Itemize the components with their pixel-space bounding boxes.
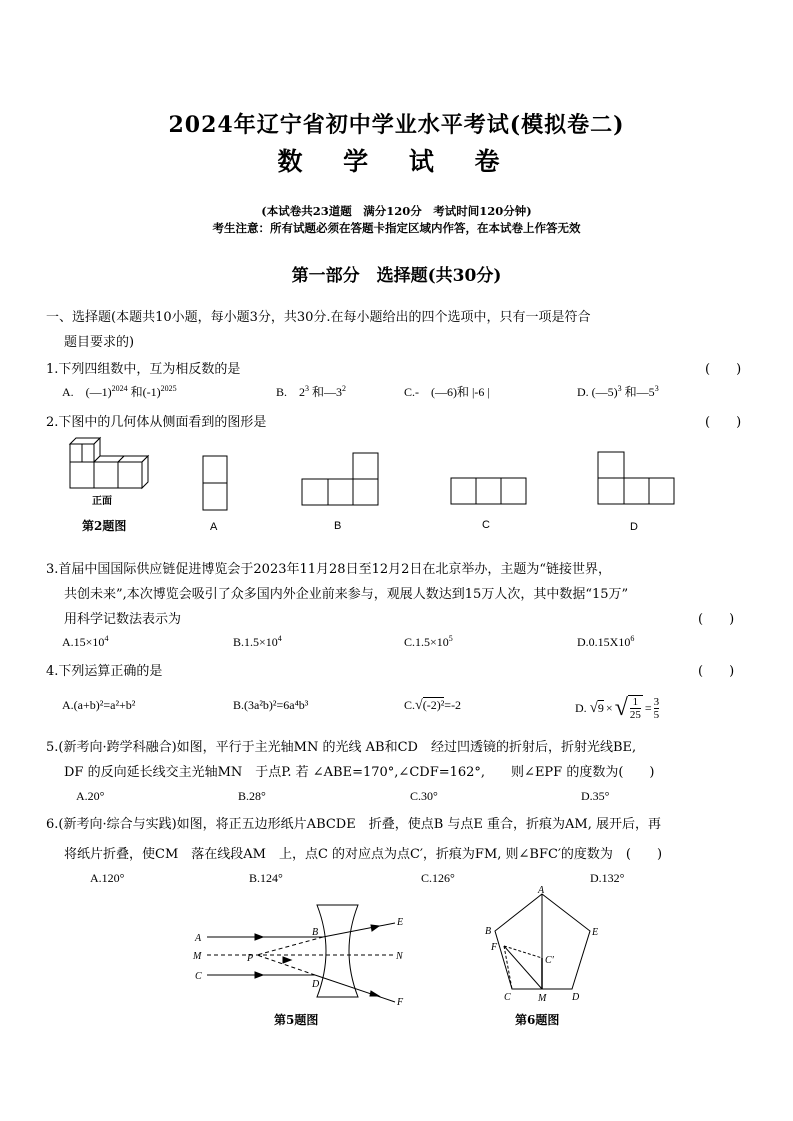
q6-option-b: B.124° bbox=[249, 871, 283, 885]
q5-label-e: E bbox=[397, 917, 404, 928]
q6-figure-caption: 第6题图 bbox=[515, 1013, 560, 1027]
q5-label-d: D bbox=[312, 979, 320, 990]
q6-label-f: F bbox=[491, 942, 498, 953]
q4-option-c: C.√(-2)²=-2 bbox=[404, 698, 462, 713]
q3-option-c: $C.1.5\times 10^5$ bbox=[404, 634, 453, 649]
q6-option-a: A.120° bbox=[90, 871, 125, 885]
q1-option-b: B. $2^3$ 和$—3^2$ bbox=[276, 384, 347, 399]
q2-option-b-label: B bbox=[334, 520, 342, 532]
q4-option-a: A.(a+b)²=a²+b² bbox=[62, 698, 136, 712]
q1-option-a: A. (—1)$^{2024}$ 和$(-1)^{2025}$ bbox=[62, 384, 177, 399]
q6-pentagon-figure bbox=[482, 884, 602, 1009]
exam-info: (本试卷共23道题 满分120分 考试时间120分钟) bbox=[261, 204, 532, 218]
q4-stem: 4.下列运算正确的是 bbox=[46, 664, 163, 679]
q5-lens-figure bbox=[185, 895, 415, 1010]
q4-option-d: D. √ 9 × √ $\frac{1}{25}$ = $\frac{3}{5}$ bbox=[575, 694, 660, 721]
q2-option-b-figure bbox=[300, 451, 382, 509]
q5-label-p: P bbox=[247, 953, 254, 964]
q1-option-d: D. (—5)$^3$ 和$—5^3$ bbox=[577, 384, 659, 399]
q5-label-b: B bbox=[312, 927, 319, 938]
q6-option-c: C.126° bbox=[421, 871, 455, 885]
q4-answer-paren: ( ) bbox=[698, 664, 735, 679]
q3-line2: 共创未来”,本次博览会吸引了众多国内外企业前来参与，观展人数达到15万人次，其中数据“15万” bbox=[64, 587, 629, 602]
section-instruction-line2: 题目要求的) bbox=[64, 335, 135, 350]
q3-line3: 用科学记数法表示为 bbox=[64, 612, 182, 627]
q6-label-b: B bbox=[485, 926, 492, 937]
q2-stem: 2.下图中的几何体从侧面看到的图形是 bbox=[46, 415, 267, 430]
q2-answer-paren: ( ) bbox=[705, 415, 742, 430]
q5-label-m: M bbox=[193, 951, 202, 962]
q6-label-a: A bbox=[538, 885, 545, 896]
q5-option-c: C.30° bbox=[410, 789, 438, 803]
q5-label-a: A bbox=[195, 933, 202, 944]
exam-title: 2024年辽宁省初中学业水平考试(模拟卷二) bbox=[168, 112, 625, 138]
q5-option-a: A.20° bbox=[76, 789, 105, 803]
q6-label-d: D bbox=[572, 992, 580, 1003]
q4-option-b: B.(3a²b)²=6a⁴b³ bbox=[233, 698, 309, 712]
q5-line1: 5.(新考向·跨学科融合)如图，平行于主光轴MN 的光线 AB和CD 经过凹透镜的折射后，折射光线BE, bbox=[46, 740, 637, 755]
q2-option-c-label: C bbox=[482, 519, 490, 531]
q5-option-d: D.35° bbox=[581, 789, 610, 803]
q6-line1: 6.(新考向·综合与实践)如图，将正五边形纸片ABCDE 折叠，使点B 与点E 重合，折痕为AM, 展开后，再 bbox=[46, 817, 661, 832]
q2-front-label: 正面 bbox=[92, 496, 112, 507]
q1-answer-paren: ( ) bbox=[705, 362, 742, 377]
q6-line2: 将纸片折叠，使CM 落在线段AM 上，点C 的对应点为点C′，折痕为FM, 则∠BFC′的度数为 ( ) bbox=[64, 847, 663, 862]
q5-line2: DF 的反向延长线交主光轴MN 于点P. 若 ∠ABE=170°,∠CDF=162°, 则∠EPF 的度数为( ) bbox=[64, 765, 655, 780]
q2-option-c-figure bbox=[449, 476, 529, 508]
q5-label-c: C bbox=[195, 971, 202, 982]
q3-option-b: $B.1.5\times 10^4$ bbox=[233, 634, 282, 649]
q5-figure-caption: 第5题图 bbox=[274, 1013, 319, 1027]
q2-option-d-label: D bbox=[630, 521, 638, 533]
q6-option-d: D.132° bbox=[590, 871, 625, 885]
exam-notice: 考生注意：所有试题必须在答题卡指定区域内作答，在本试卷上作答无效 bbox=[212, 221, 581, 235]
q3-answer-paren: ( ) bbox=[698, 612, 735, 627]
q2-solid-figure bbox=[60, 434, 160, 496]
q6-label-c: C bbox=[504, 992, 511, 1003]
q6-label-e: E bbox=[592, 927, 599, 938]
q3-option-d: $D.0.15X10^6$ bbox=[577, 634, 635, 649]
subject-title: 数 学 试 卷 bbox=[277, 147, 516, 176]
q1-stem: 1.下列四组数中，互为相反数的是 bbox=[46, 362, 241, 377]
q3-line1: 3.首届中国国际供应链促进博览会于2023年11月28日至12月2日在北京举办，主题为“链接世界， bbox=[46, 562, 612, 577]
q5-option-b: B.28° bbox=[238, 789, 266, 803]
q2-option-a-figure bbox=[200, 453, 230, 513]
q2-figure-caption: 第2题图 bbox=[82, 519, 127, 533]
q2-option-d-figure bbox=[596, 450, 678, 508]
q6-label-c-prime: C′ bbox=[545, 955, 554, 966]
q6-label-m: M bbox=[538, 993, 547, 1004]
section-instruction-line1: 一、选择题(本题共10小题，每小题3分，共30分.在每小题给出的四个选项中，只有一项是符合 bbox=[46, 310, 591, 325]
q3-option-a: $A.15\times 10^4$ bbox=[62, 634, 109, 649]
part-title: 第一部分 选择题(共30分) bbox=[291, 266, 502, 286]
q2-option-a-label: A bbox=[210, 521, 218, 533]
q5-label-n: N bbox=[396, 951, 403, 962]
q1-option-c: C.- (—6)和 |-6 | bbox=[404, 385, 490, 399]
q5-label-f: F bbox=[397, 997, 404, 1008]
